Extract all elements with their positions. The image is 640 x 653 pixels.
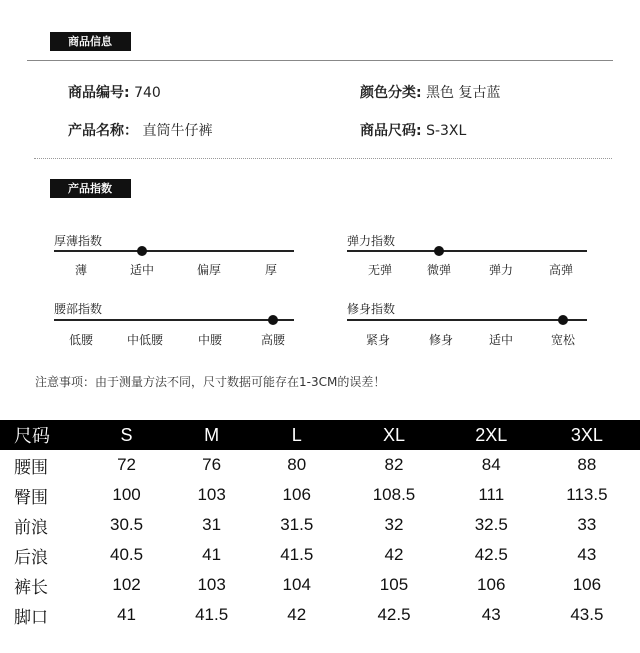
table-cell: 104: [282, 575, 311, 594]
table-cell: 41.5: [280, 545, 314, 564]
header-cell: L: [254, 420, 339, 450]
table-cell: 32.5: [474, 515, 508, 534]
table-row: [0, 450, 640, 480]
table-cell: 72: [117, 455, 136, 474]
table-cell: 88: [577, 455, 597, 474]
fit-index-line: [347, 319, 587, 321]
size-table: [0, 420, 640, 630]
section-divider: [34, 158, 612, 159]
measurement-note: 注意事项：由于测量方法不同，尺寸数据可能存在1-3CM的误差！: [35, 375, 386, 389]
product-info-tag: 商品信息: [50, 32, 131, 51]
product-size-label: 商品尺码:: [360, 123, 422, 139]
thickness-index-title: 厚薄指数: [54, 234, 103, 248]
table-cell: 102: [112, 575, 141, 594]
table-cell: 42.5: [474, 545, 508, 564]
table-cell: 82: [384, 455, 404, 474]
elasticity-option: 高弹: [548, 263, 573, 277]
table-cell: 106: [477, 575, 506, 594]
fit-option: 宽松: [550, 333, 575, 347]
color-category-value: 黑色 复古蓝: [426, 85, 501, 101]
table-cell: 31.5: [280, 515, 314, 534]
table-cell: 43: [481, 605, 501, 624]
row-label: 前浪: [14, 517, 48, 538]
table-cell: 106: [572, 575, 602, 594]
thickness-option: 适中: [129, 263, 154, 277]
table-cell: 41: [117, 605, 136, 624]
waist-index-marker: [268, 315, 278, 325]
header-cell: 3XL: [534, 420, 640, 450]
waist-index-line: [54, 319, 294, 321]
elasticity-option: 微弹: [426, 263, 451, 277]
fit-option: 适中: [488, 333, 513, 347]
table-cell: 105: [379, 575, 409, 594]
table-cell: 113.5: [566, 485, 608, 504]
product-info-rule: [27, 60, 613, 61]
table-cell: 106: [282, 485, 311, 504]
table-cell: 42: [384, 545, 404, 564]
thickness-option: 薄: [74, 263, 87, 277]
fit-index-marker: [558, 315, 568, 325]
thickness-option: 厚: [264, 263, 277, 277]
table-cell: 100: [112, 485, 141, 504]
row-label: 腰围: [14, 457, 48, 478]
table-cell: 30.5: [110, 515, 144, 534]
table-cell: 111: [478, 485, 505, 504]
table-cell: 76: [202, 455, 222, 474]
table-cell: 84: [481, 455, 501, 474]
elasticity-index-marker: [434, 246, 444, 256]
fit-index-title: 修身指数: [347, 302, 396, 316]
elasticity-option: 无弹: [367, 263, 392, 277]
header-cell: XL: [339, 420, 448, 450]
table-row: [0, 600, 640, 630]
header-cell: 尺码: [0, 420, 84, 450]
header-cell: 2XL: [449, 420, 534, 450]
header-cell: S: [84, 420, 169, 450]
table-cell: 41.5: [195, 605, 229, 624]
table-cell: 43: [577, 545, 597, 564]
table-cell: 80: [287, 455, 307, 474]
table-cell: 31: [202, 515, 222, 534]
table-cell: 33: [577, 515, 597, 534]
row-label: 臀围: [14, 487, 48, 508]
table-row: [0, 480, 640, 510]
elasticity-index-title: 弹力指数: [347, 234, 396, 248]
table-cell: 42.5: [377, 605, 411, 624]
waist-option: 高腰: [260, 333, 285, 347]
waist-option: 中腰: [197, 333, 222, 347]
table-cell: 40.5: [110, 545, 144, 564]
row-label: 裤长: [14, 577, 48, 598]
product-code-value: 740: [134, 85, 161, 101]
table-cell: 42: [287, 605, 307, 624]
color-category: [360, 82, 501, 102]
table-row: [0, 540, 640, 570]
waist-option: 中低腰: [126, 333, 163, 347]
table-row: [0, 510, 640, 540]
table-cell: 108.5: [372, 485, 416, 504]
product-index-tag: 产品指数: [50, 179, 131, 198]
thickness-index-marker: [137, 246, 147, 256]
elasticity-index-line: [347, 250, 587, 252]
color-category-label: 颜色分类:: [360, 85, 422, 101]
row-label: 后浪: [14, 547, 48, 568]
product-name-label: 产品名称：: [68, 123, 138, 139]
elasticity-option: 弹力: [488, 263, 513, 277]
fit-option: 紧身: [365, 333, 390, 347]
product-name-value: 直筒牛仔裤: [142, 123, 213, 139]
thickness-option: 偏厚: [196, 263, 221, 277]
product-size-value: S-3XL: [426, 123, 467, 139]
product-name: [68, 120, 212, 140]
table-cell: 103: [197, 575, 226, 594]
size-table-header: [0, 420, 640, 450]
product-size: [360, 120, 466, 140]
waist-option: 低腰: [68, 333, 93, 347]
table-cell: 103: [197, 485, 226, 504]
header-cell: M: [169, 420, 254, 450]
product-code: [68, 82, 161, 102]
fit-option: 修身: [428, 333, 453, 347]
waist-index-title: 腰部指数: [54, 302, 103, 316]
table-cell: 32: [384, 515, 404, 534]
thickness-index-line: [54, 250, 294, 252]
product-code-label: 商品编号:: [68, 85, 130, 101]
table-cell: 41: [202, 545, 222, 564]
table-cell: 43.5: [570, 605, 604, 624]
row-label: 脚口: [14, 607, 48, 628]
table-row: [0, 570, 640, 600]
